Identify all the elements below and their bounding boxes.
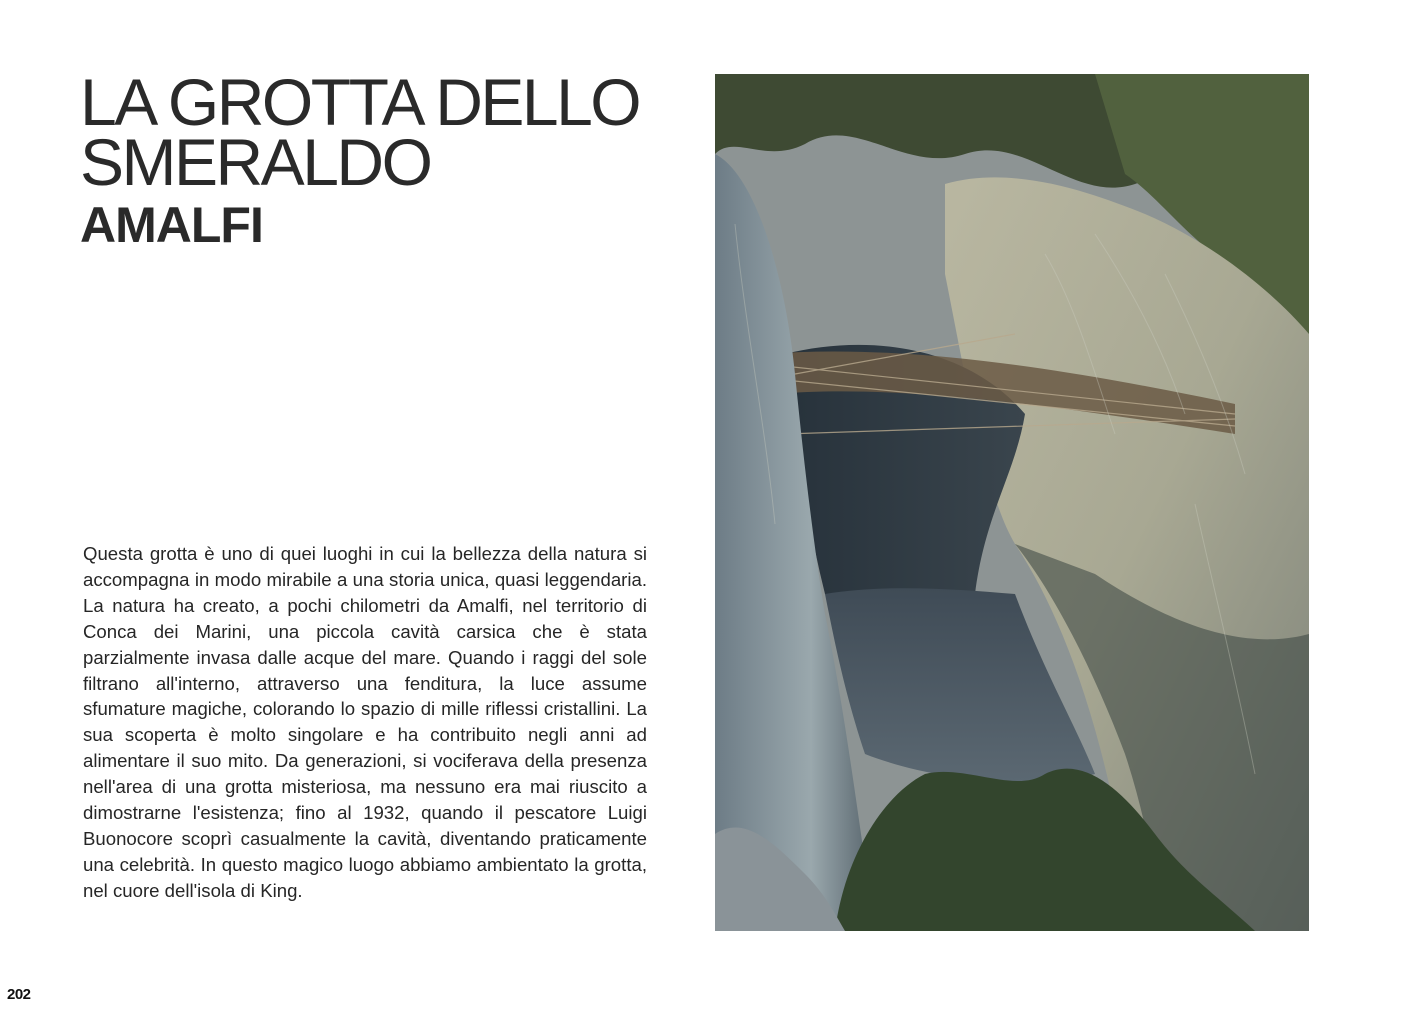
grotto-photo [715, 74, 1309, 931]
title-block [80, 65, 680, 256]
page-title-line-2: SMERALDO [80, 125, 431, 199]
page-subtitle: AMALFI [80, 197, 263, 253]
page-title-line-1: LA GROTTA DELLO [80, 65, 640, 139]
page-number: 202 [7, 986, 31, 1003]
body-paragraph: Questa grotta è uno di quei luoghi in cui la bellezza della natura si accompagna in modo mirabile a una storia unica, quasi leggendaria. La natura ha creato, a pochi chilometri da Amalfi, nel territorio di Conca dei Marini, una piccola cavità carsica che è stata parzialmente invasa dalle acque del mare. Quando i raggi del sole filtrano all'interno, attraverso una fenditura, la luce assume sfumature magiche, colorando lo spazio di mille riflessi cristallini. La sua scoperta è molto singolare e ha contribuito negli anni ad alimentare il suo mito. Da generazioni, si vociferava della presenza nell'area di una grotta misteriosa, ma nessuno era mai riuscito a dimostrarne l'esistenza; fino al 1932, quando il pescatore Luigi Buonocore scoprì casualmente la cavità, diventando praticamente una celebrità. In questo magico luogo abbiamo ambientato la grotta, nel cuore dell'isola di King. [83, 543, 647, 901]
